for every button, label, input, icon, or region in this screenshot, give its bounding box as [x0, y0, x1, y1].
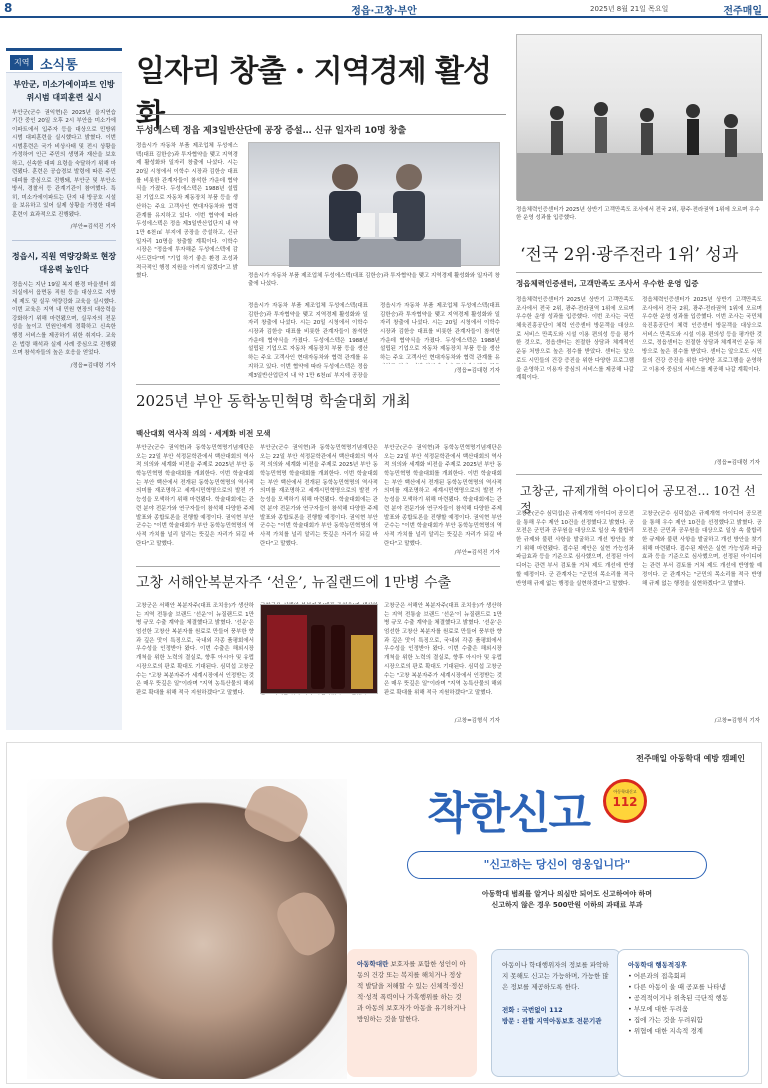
- divider: [136, 566, 500, 567]
- gym-body-col2: 정읍체력인증센터가 2025년 상반기 고객만족도 조사에서 전국 2위, 광주·전라권역 1위에 오르며 우수한 운영 성과를 입증했다. 이번 조사는 국민체육진흥공단이 체력 인증센터 방문객을 대상으로 서비스 만족도와 시설 이용 편의성 등을 평가한 것으로, 정읍센터는 친절한 상담과 체계적인 운동 처방으로 높은 점수를 받았다. 센터는 앞으로도 시민들의 건강 증진을 위한 다양한 프로그램을 운영하고 이용자 중심의 서비스를 제공해 나갈 계획이다.: [642, 297, 762, 373]
- lead-byline: /정읍=김대령 기자: [454, 368, 500, 374]
- sidebar-byline-1: /부안=김석진 기자: [70, 224, 116, 231]
- gochang-headline: 고창 서해안복분자주 ‘선운’, 뉴질랜드에 1만병 수출: [136, 575, 451, 591]
- sidebar-body-1: 부안군(군수 권익현)은 2025년 을지연습 기간 중인 20일 오후 2시 부안읍 미소가에이파트에서 입주자 등을 대상으로 민방위 시범 대피훈련을 실시했다고 밝혔다. 이번 시범훈련은 국가 비상사태 및 전시 상황을 가정하여 인근 주민의 생명과 재산을 보호하고, 신속한 대피 요령을 숙달하기 위해 마련됐다. 훈련은 공습경보 발령에 따른 주민 대피를 중심으로 진행돼, 부안군 및 부안소방서, 경찰서 등 관계기관이 참여했다. 특히, 미소가에이파트는 단지 내 방공호 시설을 보유하고 있어 실제 상황을 가정한 대피 훈련이 효과적으로 진행됐다.: [12, 109, 116, 218]
- signing-caption: 정읍시가 자동차 부품 제조업체 두성에스텍(대표 김한승)과 투자협약을 맺고 지역경제 활성화와 일자리 창출에 나섰다.: [248, 273, 500, 288]
- signing-illustration: [249, 143, 501, 267]
- phone-value: 국번없이 112: [521, 1006, 563, 1015]
- gym-byline: /정읍=김대령 기자: [714, 460, 760, 466]
- campaign-name: 전주매일 아동학대 예방 캠페인: [636, 754, 745, 763]
- news-sidebar: [6, 48, 122, 730]
- page-header: [0, 0, 768, 18]
- wine-photo: [260, 604, 378, 694]
- donghak-body-col3: 부안군(군수 권익현)과 동학농민혁명기념재단은 오는 22일 부안 석정문학관에서 백산대회의 역사적 의의와 세계화 비전을 주제로 2025년 부안 동학농민혁명 학술대회를 개최한다. 이번 학술대회는 부안 백산에서 전개된 동학농민혁명의 역사적 의미를 재조명하고 세계시민혁명으로의 발전 가능성을 모색하기 위해 마련됐다. 학술대회에는 관련 분야 전문가와 연구자들이 참석해 다양한 주제 발표와 종합토론을 진행할 예정이다. 권익현 부안군수는 "이번 학술대회가 부안 동학농민혁명의 역사적 가치를 널리 알리는 뜻깊은 자리가 되길 바란다"고 말했다.: [384, 445, 502, 547]
- report-box: [491, 949, 621, 1077]
- divider: [516, 272, 762, 273]
- gym-illustration: [517, 35, 763, 201]
- list-item: • 공격적이거나 위축된 극단적 행동: [628, 993, 738, 1004]
- regulation-body-col2: 고창군(군수 심덕섭)은 규제개혁 아이디어 공모전을 통해 우수 제안 10건을 선정했다고 밝혔다. 공모전은 군민과 공무원을 대상으로 일상 속 불합리한 규제와 불편 사항을 발굴하고 개선 방안을 찾기 위해 마련됐다. 접수된 제안은 실현 가능성과 파급효과 등을 기준으로 심사했으며, 선정된 아이디어는 관련 부서 검토를 거쳐 제도 개선에 반영할 예정이다. 군 관계자는 "군민의 목소리를 적극 반영해 규제 없는 행정을 실현하겠다"고 말했다.: [642, 511, 762, 587]
- signs-title: 아동학대 행동적징후: [628, 961, 687, 969]
- signing-photo: [248, 142, 500, 266]
- divider: [516, 474, 762, 475]
- regulation-headline: 고창군, 규제개혁 아이디어 공모전… 10건 선정: [520, 484, 756, 515]
- sidebar-divider: [12, 240, 116, 241]
- divider: [136, 384, 500, 385]
- lead-body-col3: 정읍시가 자동차 부품 제조업체 두성에스텍(대표 김한승)과 투자협약을 맺고 지역경제 활성화와 일자리 창출에 나섰다. 시는 20일 시청에서 이학수 시장과 김한승 대표를 비롯한 관계자들이 참석한 가운데 협약식을 가졌다. 두성에스텍은 1988년 설립된 기업으로 자동차 제동장치 부품 등을 생산하는 주요 고객사인 현대자동차와 협력 관계를 유: [380, 303, 500, 362]
- campaign-logo: 착한신고: [427, 788, 590, 839]
- lead-body: 정읍시가 자동차 부품 제조업체 두성에스텍(대표 김한승)과 투자협약을 맺고 지역경제 활성화와 일자리 창출에 나섰다. 시는 20일 시청에서 이학수 시장과 김한승 대표를 비롯한 관계자들이 참석한 가운데 협약식을 가졌다. 두성에스텍은 1988년 설립된 기업으로 자동차 제동장치 부품 등을 생산하는 주요 고객사인 현대자동차와 협력 관계를 유지하고 있다. 이번 협약에 따라 두성에스텍은 정읍 제3일반산업단지 내 약 1만 6천㎡ 부지에 공장을 증설하고, 신규 일자리 10명을 창출할 계획이다. 이학수 시장은 "정읍에 투자해준 두성에스텍에 감사드린다"며 "기업 하기 좋은 환경 조성과 적극적인 행정 지원을 아끼지 않겠다"고 밝혔다.: [136, 143, 238, 280]
- gym-photo: [516, 34, 762, 200]
- campaign-slogan: "신고하는 당신이 영웅입니다": [407, 851, 707, 879]
- donghak-body: 부안군(군수 권익현)과 동학농민혁명기념재단은 오는 22일 부안 석정문학관에서 백산대회의 역사적 의의와 세계화 비전을 주제로 2025년 부안 동학농민혁명 학술대회를 개최한다. 이번 학술대회는 부안 백산에서 전개된 동학농민혁명의 역사적 의미를 재조명하고 세계시민혁명으로의 발전 가능성을 모색하기 위해 마련됐다. 학술대회에는 관련 분야 전문가와 연구자들이 참석해 다양한 주제 발표와 종합토론을 진행할 예정이다. 권익현 부안군수는 "이번 학술대회가 부안 동학농민혁명의 역사적 가치를 널리 알리는 뜻깊은 자리가 되길 바란다"고 말했다.: [136, 445, 254, 547]
- report-visit-row: [502, 1016, 610, 1027]
- report-phone-row: [502, 1005, 610, 1016]
- wine-illustration: [261, 605, 379, 695]
- definition-box: [347, 949, 477, 1077]
- description-line-2: 신고하지 않은 경우 500만원 이하의 과태료 부과: [491, 901, 643, 910]
- paper-name: 전주매일: [723, 6, 762, 17]
- list-item: • 집에 가는 것을 두려워함: [628, 1015, 738, 1026]
- hand-illustration: [271, 885, 343, 961]
- signs-list: [628, 971, 738, 1037]
- definition-lead: 아동학대란: [357, 960, 389, 968]
- gochang-byline: /고창=김형식 기자: [454, 718, 500, 724]
- lead-subheadline: 두성에스텍 정읍 제3일반산단에 공장 증설… 신규 일자리 10명 창출: [136, 114, 506, 136]
- sidebar-kicker: 지역: [10, 55, 33, 70]
- report-text: 아동이나 학대행위자의 정보를 파악하지 못해도 신고는 가능하며, 가능한 많은 정보를 제공하도록 한다.: [502, 961, 609, 992]
- gym-subheadline: 정읍체력인증센터, 고객만족도 조사서 우수한 운영 입증: [516, 279, 699, 288]
- visit-value: 관할 지역아동보호 전문기관: [521, 1017, 602, 1026]
- sidebar-headline-1: 부안군, 미소가에이파트 인방위시범 대피훈련 실시: [13, 80, 115, 102]
- sidebar-headline-2: 정읍시, 직원 역량강화로 현장 대응력 높인다: [11, 252, 117, 275]
- lead-body-col2: 정읍시가 자동차 부품 제조업체 두성에스텍(대표 김한승)과 투자협약을 맺고 지역경제 활성화와 일자리 창출에 나섰다. 시는 20일 시청에서 이학수 시장과 김한승 대표를 비롯한 관계자들이 참석한 가운데 협약식을 가졌다. 두성에스텍은 1988년 설립된 기업으로 자동차 제동장치 부품 등을 생산하는 주요 고객사인 현대자동차와 협력 관계를 유지하고 있다. 이번 협약에 따라 두성에스텍은 정읍 제3일반산업단지 내 약 1만 6천㎡ 부지에 공장을: [248, 303, 368, 378]
- donghak-byline: /부안=김석진 기자: [454, 550, 500, 556]
- hand-illustration: [240, 779, 315, 848]
- list-item: • 다른 아동이 울 때 공포를 나타냄: [628, 982, 738, 993]
- visit-label: 방문 :: [502, 1017, 522, 1026]
- description-line-1: 아동학대 범죄를 알거나 의심만 되어도 신고하여야 하며: [481, 890, 653, 898]
- donghak-body-col2: 부안군(군수 권익현)과 동학농민혁명기념재단은 오는 22일 부안 석정문학관에서 백산대회의 역사적 의의와 세계화 비전을 주제로 2025년 부안 동학농민혁명 학술대회를 개최한다. 이번 학술대회는 부안 백산에서 전개된 동학농민혁명의 역사적 의미를 재조명하고 세계시민혁명으로의 발전 가능성을 모색하기 위해 마련됐다. 학술대회에는 관련 분야 전문가와 연구자들이 참석해 다양한 주제 발표와 종합토론을 진행할 예정이다. 권익현 부안군수는 "이번 학술대회가 부안 동학농민혁명의 역사적 가치를 널리 알리는 뜻깊은 자리가 되길 바란다"고 말했다.: [260, 445, 378, 547]
- list-item: • 위협에 대한 지속적 경계: [628, 1026, 738, 1037]
- signs-box: [617, 949, 749, 1077]
- campaign-description: [427, 889, 707, 911]
- phone-label: 전화 :: [502, 1006, 522, 1015]
- campaign-ad: [6, 742, 762, 1084]
- lead-headline: 일자리 창출 · 지역경제 활성화: [136, 54, 492, 133]
- crying-child-illustration: [27, 779, 347, 1079]
- hand-illustration: [61, 790, 134, 856]
- section-title: 정읍·고창·부안: [351, 6, 417, 17]
- gym-headline: ‘전국 2위·광주전라 1위’ 성과: [520, 245, 739, 265]
- sidebar-body-2: 정읍시는 지난 19일 복지 환경 마을센터 회의실에서 읍면동 직원 등을 대상으로 지방세 제도 및 실무 역량강화 교육을 실시했다. 이번 교육은 지역 내 민원 현장의 대응력을 강화하기 위해 마련됐으며, 실무자의 전문성을 높이고 민원인에게 정확하고 신속한 행정 서비스를 제공하기 위한 취지다. 교육은 법령 해석과 실제 사례 중심으로 진행됐으며 참석자들의 높은 호응을 얻었다.: [12, 281, 116, 357]
- regulation-byline: /고창=김형식 기자: [714, 718, 760, 724]
- regulation-body: 고창군(군수 심덕섭)은 규제개혁 아이디어 공모전을 통해 우수 제안 10건을 선정했다고 밝혔다. 공모전은 군민과 공무원을 대상으로 일상 속 불합리한 규제와 불편 사항을 발굴하고 개선 방안을 찾기 위해 마련됐다. 접수된 제안은 실현 가능성과 파급효과 등을 기준으로 심사했으며, 선정된 아이디어는 관련 부서 검토를 거쳐 제도 개선에 반영할 예정이다. 군 관계자는 "군민의 목소리를 적극 반영해 규제 없는 행정을 실현하겠다"고 말했다.: [516, 511, 634, 587]
- sidebar-byline-2: /정읍=김대령 기자: [70, 362, 116, 369]
- gochang-body: 고창군은 서해안 복분자주(대표 조치웅)가 생산하는 지역 전통술 브랜드 ‘선운’이 뉴질랜드로 1만병 규모 수출 계약을 체결했다고 밝혔다. ‘선운’은 엄선한 고창산 복분자를 원료로 만들어 풍부한 향과 깊은 맛이 특징으로, 국내외 각종 품평회에서 우수성을 인정받아 왔다. 이번 수출은 해외시장 개척을 위한 노력의 결실로, 향후 아시아 및 유럽 시장으로의 판로 확대도 기대된다. 심덕섭 고창군수는 "고창 복분자주가 세계시장에서 인정받는 것은 매우 뜻깊은 일"이라며 "지역 농특산물의 해외 판로 확대를 위해 적극 지원하겠다"고 말했다.: [136, 603, 254, 696]
- list-item: • 어른과의 접촉회피: [628, 971, 738, 982]
- badge-label: 아동학대신고: [613, 789, 637, 794]
- sidebar-title: 소식통: [40, 58, 78, 73]
- list-item: • 부모에 대한 두려움: [628, 1004, 738, 1015]
- gym-body: 정읍체력인증센터가 2025년 상반기 고객만족도 조사에서 전국 2위, 광주·전라권역 1위에 오르며 우수한 운영 성과를 입증했다. 이번 조사는 국민체육진흥공단이 체력 인증센터 방문객을 대상으로 서비스 만족도와 시설 이용 편의성 등을 평가한 것으로, 정읍센터는 친절한 상담과 체계적인 운동 처방으로 높은 점수를 받았다. 센터는 앞으로도 시민들의 건강 증진을 위한 다양한 프로그램을 운영하고 이용자 중심의 서비스를 제공해 나갈 계획이다.: [516, 297, 634, 382]
- definition-text: 보호자를 포함한 성인이 아동의 건강 또는 복지를 해치거나 정상적 발달을 저해할 수 있는 신체적·정신적·성적 폭력이나 가혹행위를 하는 것과 아동의 보호자가 아동을 유기하거나 방임하는 것을 말한다.: [357, 960, 466, 1024]
- gym-caption: 정읍체력인증센터가 2025년 상반기 고객만족도 조사에서 전국 2위, 광주·전라권역 1위에 오르며 우수한 운영 성과를 입증했다.: [516, 207, 760, 222]
- page-number: 8: [4, 1, 13, 15]
- gochang-body-col3: 고창군은 서해안 복분자주(대표 조치웅)가 생산하는 지역 전통술 브랜드 ‘선운’이 뉴질랜드로 1만병 규모 수출 계약을 체결했다고 밝혔다. ‘선운’은 엄선한 고창산 복분자를 원료로 만들어 풍부한 향과 깊은 맛이 특징으로, 국내외 각종 품평회에서 우수성을 인정받아 왔다. 이번 수출은 해외시장 개척을 위한 노력의 결실로, 향후 아시아 및 유럽 시장으로의 판로 확대도 기대된다. 심덕섭 고창군수는 "고창 복분자주가 세계시장에서 인정받는 것은 매우 뜻깊은 일"이라며 "지역 농특산물의 해외 판로 확대를 위해 적극 지원하겠다"고 말했다.: [384, 603, 502, 696]
- hotline-badge: [603, 779, 647, 823]
- sidebar-header: [6, 51, 122, 73]
- donghak-subheadline: 백산대회 역사적 의의 · 세계화 비전 모색: [136, 429, 271, 438]
- donghak-headline: 2025년 부안 동학농민혁명 학술대회 개최: [136, 392, 411, 410]
- badge-number: 112: [612, 795, 638, 809]
- issue-date: 2025년 8월 21일 목요일: [590, 5, 669, 13]
